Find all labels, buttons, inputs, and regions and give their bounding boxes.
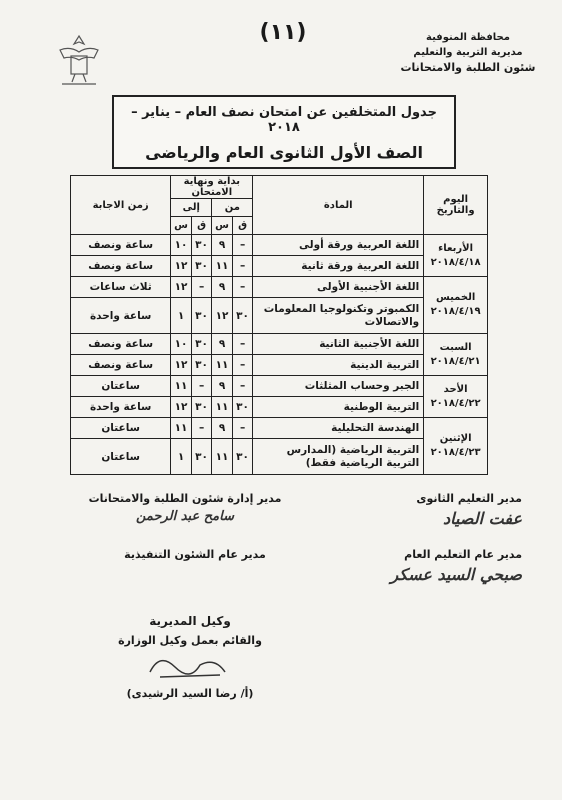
table-row <box>71 418 488 439</box>
table-row <box>71 334 488 355</box>
day-cell <box>424 418 488 475</box>
executive-manager-title: مدير عام الشئون التنفيذية <box>124 548 266 561</box>
subject-cell: التربية الوطنية <box>253 397 424 418</box>
subject-cell: اللغة العربية ورقة أولى <box>253 235 424 256</box>
from-q-cell: – <box>232 277 253 298</box>
day-date: ٢٠١٨/٤/٢٣ <box>430 447 481 458</box>
schedule-title: جدول المتخلفين عن امتحان نصف العام – يناير – ٢٠١٨ <box>131 105 437 135</box>
to-s-cell: ١١ <box>171 376 192 397</box>
exam-schedule-table <box>70 175 488 475</box>
governorate-label: محافظة المنوفية <box>426 32 510 43</box>
from-s-cell: ٩ <box>212 418 233 439</box>
to-q-cell: ٣٠ <box>191 256 212 277</box>
to-s-cell: ١٢ <box>171 355 192 376</box>
duration-cell: ساعتان <box>71 376 171 397</box>
header-from-s: س <box>212 217 233 235</box>
general-manager-title: مدير عام التعليم العام <box>404 548 522 561</box>
title-box <box>112 95 456 169</box>
day-name: الأربعاء <box>438 242 474 254</box>
duration-cell: ساعة ونصف <box>71 334 171 355</box>
day-cell <box>424 334 488 376</box>
directorate-header <box>398 30 538 75</box>
header-from: من <box>212 199 253 217</box>
directorate-label: مديرية التربية والتعليم <box>413 47 523 58</box>
subject-cell: التربية الرياضية (المدارس التربية الرياضية فقط) <box>253 439 424 475</box>
to-s-cell: ١٢ <box>171 397 192 418</box>
subject-cell: اللغة الأجنبية الثانية <box>253 334 424 355</box>
duration-cell: ساعة ونصف <box>71 235 171 256</box>
affairs-manager-handwriting: سامح عبد الرحمن <box>136 509 234 524</box>
from-s-cell: ٩ <box>212 334 233 355</box>
secondary-manager-handwriting: عفت الصياد <box>443 509 522 528</box>
to-s-cell: ١١ <box>171 418 192 439</box>
header-to-q: ق <box>191 217 212 235</box>
day-name: الخميس <box>435 292 476 303</box>
day-date: ٢٠١٨/٤/٢٢ <box>430 397 481 409</box>
general-manager-signature <box>322 548 522 584</box>
from-q-cell: – <box>232 256 253 277</box>
from-s-cell: ٩ <box>212 376 233 397</box>
from-q-cell: ٣٠ <box>232 397 253 418</box>
from-q-cell: – <box>232 355 253 376</box>
from-s-cell: ٩ <box>212 235 233 256</box>
header-start-end: بداية ونهاية الامتحان <box>171 176 253 199</box>
to-q-cell: – <box>191 277 212 298</box>
from-s-cell: ١٢ <box>212 298 233 334</box>
header-duration: زمن الاجابة <box>71 176 171 235</box>
day-name: الإثنين <box>439 433 472 444</box>
subject-cell: اللغة العربية ورقة ثانية <box>253 256 424 277</box>
department-label: شئون الطلبة والامتحانات <box>400 61 536 74</box>
header-to: إلى <box>171 199 212 217</box>
day-date: ٢٠١٨/٤/١٨ <box>430 256 481 268</box>
secondary-manager-signature <box>352 492 522 528</box>
from-q-cell: – <box>232 334 253 355</box>
duration-cell: ساعتان <box>71 439 171 475</box>
affairs-manager-signature <box>80 492 290 524</box>
secondary-manager-title: مدير التعليم الثانوى <box>416 492 522 505</box>
duration-cell: ساعة ونصف <box>71 355 171 376</box>
to-q-cell: ٣٠ <box>191 298 212 334</box>
from-q-cell: – <box>232 376 253 397</box>
from-s-cell: ١١ <box>212 397 233 418</box>
deputy-title-line2: والقائم بعمل وكيل الوزارة <box>118 634 262 647</box>
deputy-name: (أ/ رضا السيد الرشيدى) <box>126 687 254 700</box>
eagle-emblem-icon <box>48 28 110 90</box>
table-row <box>71 277 488 298</box>
to-q-cell: – <box>191 376 212 397</box>
affairs-manager-title: مدير إدارة شئون الطلبة والامتحانات <box>88 492 282 505</box>
subject-cell: اللغة الأجنبية الأولى <box>253 277 424 298</box>
header-subject: المادة <box>253 176 424 235</box>
table-row <box>71 376 488 397</box>
to-q-cell: ٣٠ <box>191 397 212 418</box>
day-date: ٢٠١٨/٤/٢١ <box>430 355 481 367</box>
to-s-cell: ١ <box>171 298 192 334</box>
from-s-cell: ١١ <box>212 355 233 376</box>
day-cell <box>424 277 488 334</box>
header-to-s: س <box>171 217 192 235</box>
to-q-cell: ٣٠ <box>191 235 212 256</box>
subject-cell: الهندسة التحليلية <box>253 418 424 439</box>
day-date: ٢٠١٨/٤/١٩ <box>430 306 481 317</box>
from-q-cell: ٣٠ <box>232 439 253 475</box>
duration-cell: ساعتان <box>71 418 171 439</box>
to-s-cell: ١٢ <box>171 277 192 298</box>
to-s-cell: ١٠ <box>171 235 192 256</box>
grade-title: الصف الأول الثانوى العام والرياضى <box>145 143 423 162</box>
duration-cell: ساعة ونصف <box>71 256 171 277</box>
to-q-cell: ٣٠ <box>191 355 212 376</box>
to-q-cell: ٣٠ <box>191 439 212 475</box>
to-q-cell: ٣٠ <box>191 334 212 355</box>
deputy-handwriting-icon <box>105 647 275 687</box>
duration-cell: ساعة واحدة <box>71 298 171 334</box>
day-cell <box>424 235 488 277</box>
day-name: السبت <box>439 341 472 353</box>
day-name: الأحد <box>443 383 468 395</box>
subject-cell: الجبر وحساب المثلثات <box>253 376 424 397</box>
to-q-cell: – <box>191 418 212 439</box>
from-s-cell: ١١ <box>212 439 233 475</box>
from-q-cell: – <box>232 418 253 439</box>
subject-cell: الكمبوتر وتكنولوجيا المعلومات والاتصالات <box>253 298 424 334</box>
table-row <box>71 235 488 256</box>
day-cell <box>424 376 488 418</box>
executive-manager-signature <box>110 548 280 561</box>
general-manager-handwriting: صبحي السيد عسكر <box>390 565 522 584</box>
subject-cell: التربية الدينية <box>253 355 424 376</box>
header-day: اليوم والتاريخ <box>424 176 488 235</box>
to-s-cell: ١ <box>171 439 192 475</box>
to-s-cell: ١٢ <box>171 256 192 277</box>
duration-cell: ثلاث ساعات <box>71 277 171 298</box>
from-s-cell: ٩ <box>212 277 233 298</box>
from-q-cell: ٣٠ <box>232 298 253 334</box>
deputy-director-signature <box>105 614 275 700</box>
duration-cell: ساعة واحدة <box>71 397 171 418</box>
from-q-cell: – <box>232 235 253 256</box>
deputy-title-line1: وكيل المديرية <box>149 614 231 628</box>
page-number: (١١) <box>259 20 307 45</box>
from-s-cell: ١١ <box>212 256 233 277</box>
header-from-q: ق <box>232 217 253 235</box>
to-s-cell: ١٠ <box>171 334 192 355</box>
